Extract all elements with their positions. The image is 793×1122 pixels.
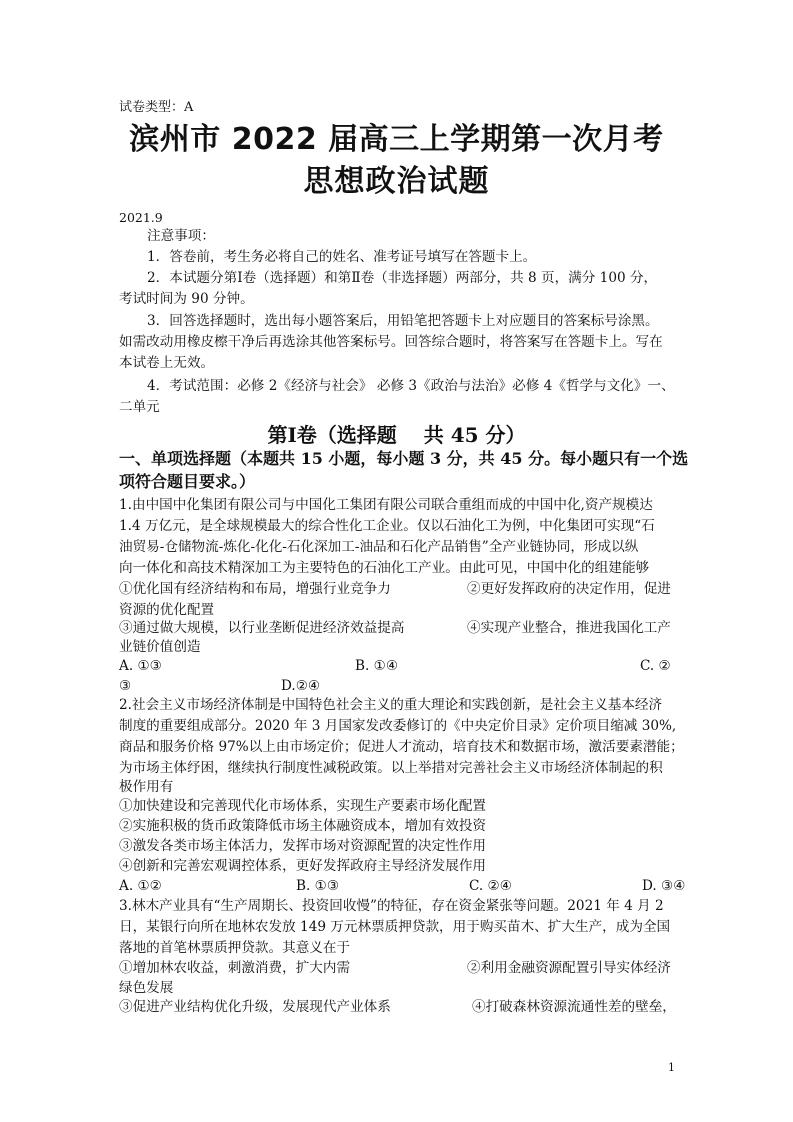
notes-heading: 注意事项： bbox=[147, 228, 215, 244]
q3-stem-line: 3.林木产业具有“生产周期长、投资回收慢”的特征，存在资金紧张等问题。2021 年 4 月 2 bbox=[119, 898, 664, 914]
note-item-3-cont: 如需改动用橡皮檫干净后再选涂其他答案标号。回答综合题时，将答案写在答题卡上。写在 bbox=[119, 334, 663, 350]
q2-stem-line: 制度的重要组成部分。2020 年 3 月国家发改委修订的《中央定价目录》定价项目缩减 30%, bbox=[119, 718, 677, 734]
q2-option-2: ②实施积极的货币政策降低市场主体融资成本，增加有效投资 bbox=[119, 818, 487, 834]
note-item-2-cont: 考试时间为 90 分钟。 bbox=[119, 291, 254, 307]
q2-choice-a: A. ①② bbox=[119, 878, 162, 894]
q3-option-4: ④打破森林资源流通性差的壁垒， bbox=[472, 999, 676, 1015]
note-item-3-cont2: 本试卷上无效。 bbox=[119, 355, 215, 371]
part-heading-cont: 项符合题目要求。） bbox=[119, 472, 256, 491]
q1-choice-d: D.②④ bbox=[281, 678, 321, 694]
q3-stem-line: 落地的首笔林票质押贷款。其意义在于 bbox=[119, 940, 351, 956]
q1-stem-line: 1.4 万亿元，是全球规模最大的综合性化工企业。仅以石油化工为例，中化集团可实现“石 bbox=[119, 518, 655, 534]
page-number: 1 bbox=[668, 1061, 675, 1074]
part-heading: 一、单项选择题（本题共 15 小题，每小题 3 分，共 45 分。每小题只有一个选 bbox=[119, 449, 689, 468]
q3-option-1: ①增加林农收益，刺激消费，扩大内需 bbox=[119, 960, 351, 976]
q1-option-1: ①优化国有经济结构和布局，增强行业竞争力 bbox=[119, 581, 391, 597]
q2-choice-d: D. ③④ bbox=[642, 878, 686, 894]
q3-option-3: ③促进产业结构优化升级，发展现代产业体系 bbox=[119, 999, 391, 1015]
q1-option-3: ③通过做大规模，以行业垄断促进经济效益提高 bbox=[119, 620, 405, 636]
note-item-1: 1．答卷前，考生务必将自己的姓名、准考证号填写在答题卡上。 bbox=[147, 249, 537, 265]
q1-option-2: ②更好发挥政府的决定作用，促进 bbox=[467, 581, 671, 597]
note-item-3: 3．回答选择题时，选出每小题答案后，用铅笔把答题卡上对应题目的答案标号涂黑。 bbox=[147, 313, 659, 329]
q1-option-4: ④实现产业整合，推进我国化工产 bbox=[467, 620, 671, 636]
note-item-4: 4．考试范围：必修 2《经济与社会》 必修 3《政治与法治》必修 4《哲学与文化》一、 bbox=[147, 378, 675, 394]
q2-option-3: ③激发各类市场主体活力，发挥市场对资源配置的决定性作用 bbox=[119, 838, 487, 854]
q2-stem-line: 极作用有 bbox=[119, 779, 174, 795]
q2-stem-line: 为市场主体纾困，继续执行制度性减税政策。以上举措对完善社会主义市场经济体制起的积 bbox=[119, 760, 663, 776]
q2-choice-b: B. ①③ bbox=[296, 878, 340, 894]
q2-option-4: ④创新和完善宏观调控体系，更好发挥政府主导经济发展作用 bbox=[119, 858, 487, 874]
q2-choice-c: C. ②④ bbox=[469, 878, 512, 894]
q3-stem-line: 日，某银行向所在地林农发放 149 万元林票质押贷款，用于购买苗木、扩大生产，成为全国 bbox=[119, 919, 671, 935]
q2-stem-line: 2.社会主义市场经济体制是中国特色社会主义的重大理论和实践创新，是社会主义基本经济 bbox=[119, 697, 663, 713]
q1-option-4-cont: 业链价值创造 bbox=[119, 639, 201, 655]
q1-stem-line: 向一体化和高技术精深加工为主要特色的石油化工产业。由此可见，中国中化的组建能够 bbox=[119, 560, 650, 576]
q1-option-2-cont: 资源的优化配置 bbox=[119, 602, 215, 618]
q3-option-2-cont: 绿色发展 bbox=[119, 980, 174, 996]
q1-stem-line: 1.由中国中化集团有限公司与中国化工集团有限公司联合重组而成的中国中化,资产规模达 bbox=[119, 497, 653, 513]
q2-option-1: ①加快建设和完善现代化市场体系，实现生产要素市场化配置 bbox=[119, 798, 487, 814]
q2-stem-line: 商品和服务价格 97%以上由市场定价；促进人才流动，培育技术和数据市场，激活要素潜能； bbox=[119, 739, 684, 755]
q1-choice-c-cont: ③ bbox=[119, 678, 132, 694]
q1-choice-b: B. ①④ bbox=[355, 658, 399, 674]
q1-stem-line: 油贸易-仓储物流-炼化-化化-石化深加工-油品和石化产品销售”全产业链协同，形成以纵 bbox=[119, 539, 639, 555]
page-subtitle: 思想政治试题 bbox=[303, 164, 490, 199]
note-item-4-cont: 二单元 bbox=[119, 399, 160, 415]
exam-type-label: 试卷类型：A bbox=[119, 100, 194, 115]
q3-option-2: ②利用金融资源配置引导实体经济 bbox=[467, 960, 671, 976]
q1-choice-a: A. ①③ bbox=[119, 658, 162, 674]
section-title: 第Ⅰ卷（选择题 共 45 分） bbox=[267, 423, 526, 447]
page-title: 滨州市 2022 届高三上学期第一次月考 bbox=[129, 122, 664, 157]
q1-choice-c: C. ② bbox=[640, 658, 671, 674]
exam-date: 2021.9 bbox=[119, 210, 163, 225]
note-item-2: 2．本试题分第Ⅰ卷（选择题）和第Ⅱ卷（非选择题）两部分，共 8 页，满分 100 分， bbox=[147, 270, 658, 286]
